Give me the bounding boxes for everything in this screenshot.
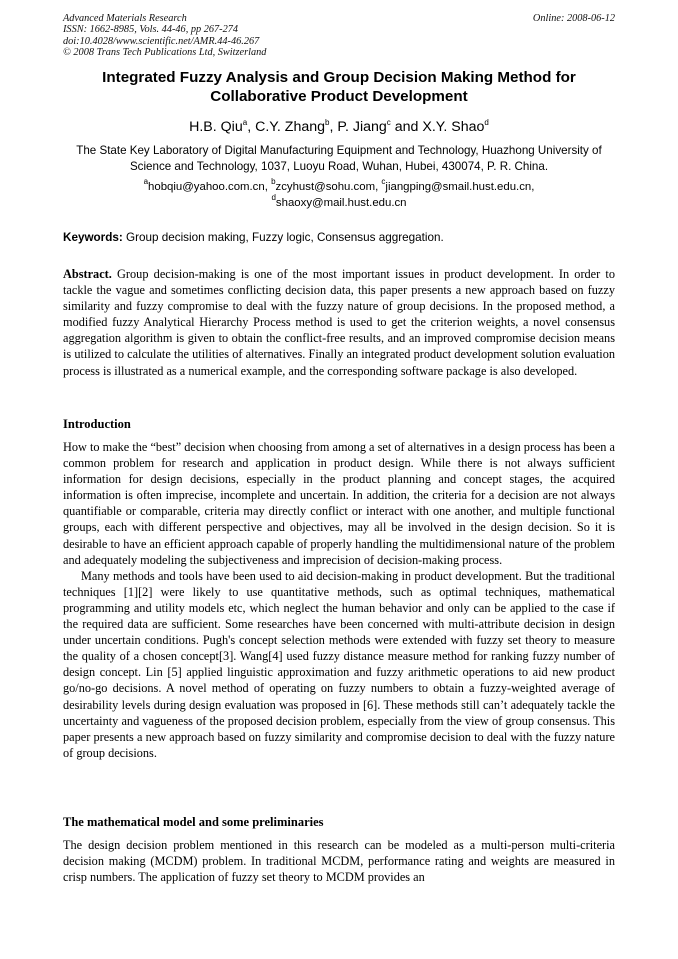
author-mark: d — [484, 118, 489, 127]
author-name: C.Y. Zhang — [255, 119, 326, 135]
abstract-label: Abstract. — [63, 267, 112, 281]
doi-line: doi:10.4028/www.scientific.net/AMR.44-46.267 — [63, 35, 260, 47]
email-separator: , — [375, 181, 382, 193]
author-mark: c — [386, 118, 391, 127]
email-mark: c — [381, 177, 386, 186]
email-address[interactable]: zcyhust@sohu.com — [275, 181, 376, 193]
keywords-text: Group decision making, Fuzzy logic, Consensus aggregation. — [126, 231, 444, 244]
introduction-body — [63, 439, 615, 761]
email-separator: , — [264, 181, 272, 193]
author-name: H.B. Qiu — [189, 119, 243, 135]
author-separator: , — [247, 119, 256, 135]
journal-header — [63, 13, 615, 59]
math-model-body — [63, 837, 615, 885]
issn-line: ISSN: 1662-8985, Vols. 44-46, pp 267-274 — [63, 24, 239, 36]
email-mark: a — [143, 177, 149, 186]
introduction-heading: Introduction — [63, 417, 131, 431]
email-address[interactable]: jiangping@smail.hust.edu.cn — [385, 181, 532, 193]
online-date: Online: 2008-06-12 — [532, 13, 615, 24]
email-separator: , — [531, 181, 535, 193]
affiliation: The State Key Laboratory of Digital Manufacturing Equipment and Technology, Huazhong University of Science and Technology, 1037, Luoyu Road, Wuhan, Hubei, 430074, P. R. China. — [76, 144, 602, 173]
journal-name: Advanced Materials Research — [63, 13, 187, 24]
keywords-label: Keywords: — [63, 231, 123, 244]
keywords-line — [63, 230, 623, 245]
email-address[interactable]: hobqiu@yahoo.com.cn — [148, 181, 265, 193]
email-list — [63, 177, 615, 211]
abstract — [63, 266, 615, 379]
paper-title: Integrated Fuzzy Analysis and Group Decision Making Method for Collaborative Product Development — [102, 69, 576, 105]
author-separator: and — [390, 119, 423, 135]
email-mark: d — [271, 192, 276, 202]
author-list — [63, 118, 615, 136]
copyright-line: © 2008 Trans Tech Publications Ltd, Switzerland — [63, 47, 267, 59]
author-mark: a — [242, 118, 248, 127]
email-mark: b — [271, 177, 276, 186]
author-mark: b — [325, 118, 330, 127]
introduction-paragraph-2: Many methods and tools have been used to aid decision-making in product development. But the traditional techniques [1][2] were likely to use quantitative methods, such as optimal techniques, mathematical programming and utility models etc, which neglect the human behavior and only can be applied to the case if the required data are sufficient. Some researches have been concerned with multi-attribute decision in design under uncertain conditions. Pugh's concept selection methods were extended with fuzzy set theory to measure the quality of a chosen concept[3]. Wang[4] used fuzzy distance measure method for ranking fuzzy number of design concept. Lin [5] applied linguistic approximation and fuzzy arithmetic operations to aid new product go/no-go decisions. A novel method of operating on fuzzy numbers to obtain a fuzzy-weighted average of desirability levels during design evaluation was proposed in [6]. These methods still can’t adequately tackle the uncertainty and vagueness of the proposed decision problem, especially from the view of group consensus. This paper presents a new approach based on fuzzy similarity and compromise decision to deal with the fuzzy nature of group decisions. — [63, 568, 615, 760]
abstract-text: Group decision-making is one of the most important issues in product development. In order to tackle the vague and sometimes conflicting decision data, this paper presents a new approach based on fuzzy similarity and fuzzy compromise to deal with the fuzzy nature of group decisions. In the proposed method, a modified fuzzy Analytical Hierarchy Process method is used to get the criterion weights, a novel consensus aggregation algorithm is given to obtain the conflict-free results, and an improved compromise decision means is utilized to calculate the utilities of alternatives. Finally an integrated product development solution evaluation process is illustrated as a numerical example, and the corresponding software package is also developed. — [63, 267, 616, 378]
email-address[interactable]: shaoxy@mail.hust.edu.cn — [275, 196, 407, 209]
math-model-paragraph-1: The design decision problem mentioned in this research can be modeled as a multi-person multi-criteria decision making (MCDM) problem. In traditional MCDM, performance rating and weights are measured in crisp numbers. The application of fuzzy set theory to MCDM provides an — [63, 838, 615, 885]
author-name: X.Y. Shao — [422, 119, 485, 135]
author-separator: , — [329, 119, 338, 135]
math-model-heading: The mathematical model and some preliminaries — [63, 815, 324, 829]
introduction-paragraph-1: How to make the “best” decision when choosing from among a set of alternatives in a design process has been a common problem for research and application in product design. While there is not always sufficient information for design decisions, especially in the product planning and concept stages, the acquired information is often imprecise, incomplete and uncertain. In addition, the criteria for a decision are not always quantifiable or comparable, criteria may directly conflict or interact with one another, and multiple functional groups, each with different perspective and objectives, may all be involved in the design decision. So it is desirable to have an efficient approach capable of properly handling the multidimensional nature of the problem and adequately modeling the subjectiveness and imprecision of decision-making process. — [63, 440, 615, 567]
author-name: P. Jiang — [337, 119, 387, 135]
